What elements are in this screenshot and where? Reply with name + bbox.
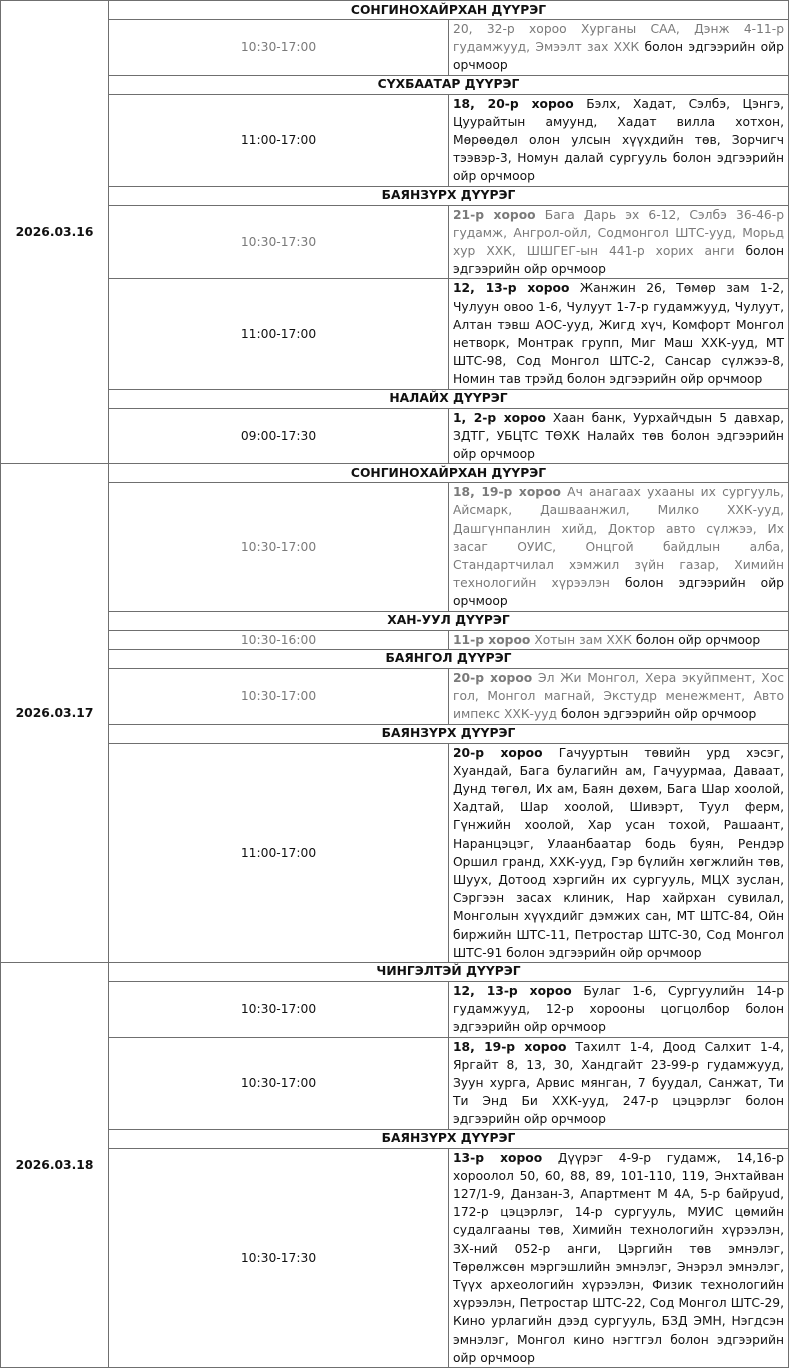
district-name: ХАН-УУЛ ДҮҮРЭГ xyxy=(109,611,789,630)
area-list: Бэлх, Хадат, Сэлбэ, Цэнгэ, Цуурайтын амуунд, Хадат вилла хотхон, Мөрөөдөл олон улсын хүүхдийн төв, Зорчигч тээвэр-3, Номун далай сургууль xyxy=(453,96,784,166)
district-header-row xyxy=(1,186,789,205)
area-list: 20, 32-р хороо Хурганы САА, Дэнж 4-11-р гудамжууд, Эмээлт зах ХХК xyxy=(453,22,784,55)
area-description xyxy=(449,20,789,76)
district-header-row xyxy=(1,611,789,630)
outage-row xyxy=(1,743,789,962)
area-suffix: болон эдгээрийн ойр орчмоор xyxy=(453,40,784,73)
district-header-row xyxy=(1,724,789,743)
khoroo-label: 20-р хороо xyxy=(453,670,533,685)
district-header-row xyxy=(1,1129,789,1148)
khoroo-label: 11-р хороо xyxy=(453,632,531,647)
district-header-row xyxy=(1,389,789,408)
area-suffix: болон эдгээрийн ойр орчмоор xyxy=(566,372,763,387)
khoroo-label: 20-р хороо xyxy=(453,745,543,760)
time-cell: 10:30-17:00 xyxy=(109,668,449,724)
area-suffix: болон эдгээрийн ойр орчмоор xyxy=(453,1332,784,1365)
area-suffix: болон эдгээрийн ойр орчмоор xyxy=(453,244,784,277)
district-name: БАЯНЗҮРХ ДҮҮРЭГ xyxy=(109,1129,789,1148)
outage-row xyxy=(1,20,789,76)
date-cell: 2026.03.17 xyxy=(1,464,109,963)
district-name: БАЯНЗҮРХ ДҮҮРЭГ xyxy=(109,186,789,205)
outage-row xyxy=(1,94,789,186)
khoroo-label: 18, 20-р хороо xyxy=(453,96,574,111)
area-suffix: болон эдгээрийн ойр орчмоор xyxy=(453,1002,784,1035)
khoroo-label: 12, 13-р хороо xyxy=(453,281,570,296)
district-header-row xyxy=(1,75,789,94)
area-list: Хотын зам ХХК xyxy=(534,632,632,647)
area-description xyxy=(449,668,789,724)
district-name: СОНГИНОХАЙРХАН ДҮҮРЭГ xyxy=(109,464,789,483)
outage-row xyxy=(1,279,789,389)
area-description xyxy=(449,279,789,389)
time-cell: 10:30-17:00 xyxy=(109,1037,449,1129)
area-description xyxy=(449,743,789,962)
outage-row xyxy=(1,668,789,724)
area-description xyxy=(449,94,789,186)
area-list: Эл Жи Монгол, Хера экуйпмент, Хос гол, Монгол магнай, Экстудр менежмент, Авто импекс ХХК-ууд xyxy=(453,670,784,722)
outage-row xyxy=(1,483,789,611)
district-name: СОНГИНОХАЙРХАН ДҮҮРЭГ xyxy=(109,1,789,20)
area-suffix: болон эдгээрийн ойр орчмоор xyxy=(506,945,702,960)
area-description xyxy=(449,981,789,1037)
area-suffix: болон ойр орчмоор xyxy=(635,632,761,647)
area-description xyxy=(449,1148,789,1367)
time-cell: 10:30-17:00 xyxy=(109,483,449,611)
area-list: Бага Дарь эх 6-12, Сэлбэ 36-46-р гудамж, Ангрол-ойл, Содмонгол ШТС-ууд, Морьд хур ХХК, ШШГЕГ-ын 441-р хорих анги xyxy=(453,207,784,259)
district-header-row xyxy=(1,464,789,483)
area-description xyxy=(449,408,789,464)
area-description xyxy=(449,483,789,611)
area-list: Дүүрэг 4-9-р гудамж, 14,16-р хороолол 50, 60, 88, 89, 101-110, 119, Энхтайван 127/1-9, Данзан-3, Апартмент М 4А, 5-р байруud, 172-р цэцэрлэг, 14-р сургууль, МУИС цөмийн судалгааны төв, Химийн технологийн хүрээлэн, ЗХ-ний 052-р анги, Цэргийн төв эмнэлэг, Төрөлжсөн мэргэшлийн эмнэлэг, Энэрэл эмнэлэг, Түүх археологийн хүрээлэн, Физик технологийн хүрээлэн, Петростар ШТС-22, Сод Монгол ШТС-29, Кино урлагийн дээд сургууль, БЗД ЭМН, Нэгдсэн эмнэлэг, Монгол кино нэгтгэл xyxy=(453,1150,784,1347)
outage-row xyxy=(1,408,789,464)
time-cell: 11:00-17:00 xyxy=(109,743,449,962)
area-suffix: болон эдгээрийн ойр орчмоор xyxy=(560,707,757,722)
area-list: Тахилт 1-4, Доод Салхит 1-4, Яргайт 8, 13, 30, Хандгайт 23-99-р гудамжууд, Зуун хурга, Арвис мянган, 7 буудал, Санжат, Ти Ти Энд Би ХХК-ууд, 247-р цэцэрлэг xyxy=(453,1039,785,1109)
district-name: БАЯНЗҮРХ ДҮҮРЭГ xyxy=(109,724,789,743)
area-description xyxy=(449,205,789,279)
area-suffix: болон эдгээрийн ойр орчмоор xyxy=(453,151,784,184)
khoroo-label: 18, 19-р хороо xyxy=(453,485,561,500)
khoroo-label: 12, 13-р хороо xyxy=(453,983,572,998)
time-cell: 10:30-17:00 xyxy=(109,981,449,1037)
khoroo-label: 18, 19-р хороо xyxy=(453,1039,567,1054)
area-description xyxy=(449,630,789,649)
date-cell: 2026.03.16 xyxy=(1,1,109,464)
time-cell: 10:30-17:30 xyxy=(109,1148,449,1367)
area-suffix: болон эдгээрийн ойр орчмоор xyxy=(453,428,784,462)
time-cell: 11:00-17:00 xyxy=(109,94,449,186)
khoroo-label: 13-р хороо xyxy=(453,1150,543,1165)
outage-row xyxy=(1,1148,789,1367)
outage-row xyxy=(1,205,789,279)
outage-row xyxy=(1,981,789,1037)
district-name: НАЛАЙХ ДҮҮРЭГ xyxy=(109,389,789,408)
area-suffix: болон эдгээрийн ойр орчмоор xyxy=(453,576,784,609)
time-cell: 10:30-16:00 xyxy=(109,630,449,649)
area-list: Жанжин 26, Төмөр зам 1-2, Чулуун овоо 1-6, Чулуут 1-7-р гудамжууд, Чулуут, Алтан тэвш АОС-ууд, Жигд хүч, Комфорт Монгол нетворк, Монтрак групп, Миг Маш ХХК-ууд, МТ ШТС-98, Сод Монгол ШТС-2, Сансар сүлжээ-8, Номин тав трэйд xyxy=(453,281,784,387)
district-name: ЧИНГЭЛТЭЙ ДҮҮРЭГ xyxy=(109,962,789,981)
time-cell: 09:00-17:30 xyxy=(109,408,449,464)
district-header-row xyxy=(1,962,789,981)
khoroo-label: 21-р хороо xyxy=(453,207,536,222)
date-cell: 2026.03.18 xyxy=(1,962,109,1367)
district-header-row xyxy=(1,1,789,20)
time-cell: 11:00-17:00 xyxy=(109,279,449,389)
area-list: Хаан банк, Уурхайчдын 5 давхар, ЗДТГ, УБЦТС ТӨХК Налайх төв xyxy=(453,410,784,443)
district-header-row xyxy=(1,649,789,668)
district-name: БАЯНГОЛ ДҮҮРЭГ xyxy=(109,649,789,668)
time-cell: 10:30-17:30 xyxy=(109,205,449,279)
khoroo-label: 1, 2-р хороо xyxy=(453,410,546,425)
area-list: Булаг 1-6, Сургуулийн 14-р гудамжууд, 12-р хорооны цогцолбор xyxy=(453,983,784,1017)
outage-row xyxy=(1,630,789,649)
area-list: Гачууртын төвийн урд хэсэг, Хуандай, Бага булагийн ам, Гачуурмаа, Даваат, Дунд төгөл, Их ам, Баян дөхөм, Бага Шар хоолой, Хадтай, Шар хоолой, Шивэрт, Туул ферм, Гүнжийн хоолой, Хар усан тохой, Рашаант, Наранцэцэг, Улаанбаатар бодь буян, Рендэр Оршил гранд, ХХК-ууд, Гэр бүлийн хөгжлийн төв, Шуух, Дотоод хэргийн их сургууль, МЦХ зуслан, Сэргээн засах клиник, Нар хайрхан сувилал, Монголын хүүхдийг дэмжих сан, МТ ШТС-84, Ойн биржийн ШТС-11, Петростар ШТС-30, Сод Монгол ШТС-91 xyxy=(453,745,784,960)
district-name: СҮХБААТАР ДҮҮРЭГ xyxy=(109,75,789,94)
time-cell: 10:30-17:00 xyxy=(109,20,449,76)
outage-row xyxy=(1,1037,789,1129)
area-list: Ач анагаах ухааны их сургууль, Айсмарк, Дашваанжил, Милко ХХК-ууд, Дашгүнпанлин хийд, Доктор авто сүлжээ, Их засаг ОУИС, Онцгой байдлын алба, Стандартчилал хэмжил зүйн газар, Химийн технологийн хүрээлэн xyxy=(453,485,784,591)
area-suffix: болон эдгээрийн ойр орчмоор xyxy=(453,1094,784,1127)
area-description xyxy=(449,1037,789,1129)
